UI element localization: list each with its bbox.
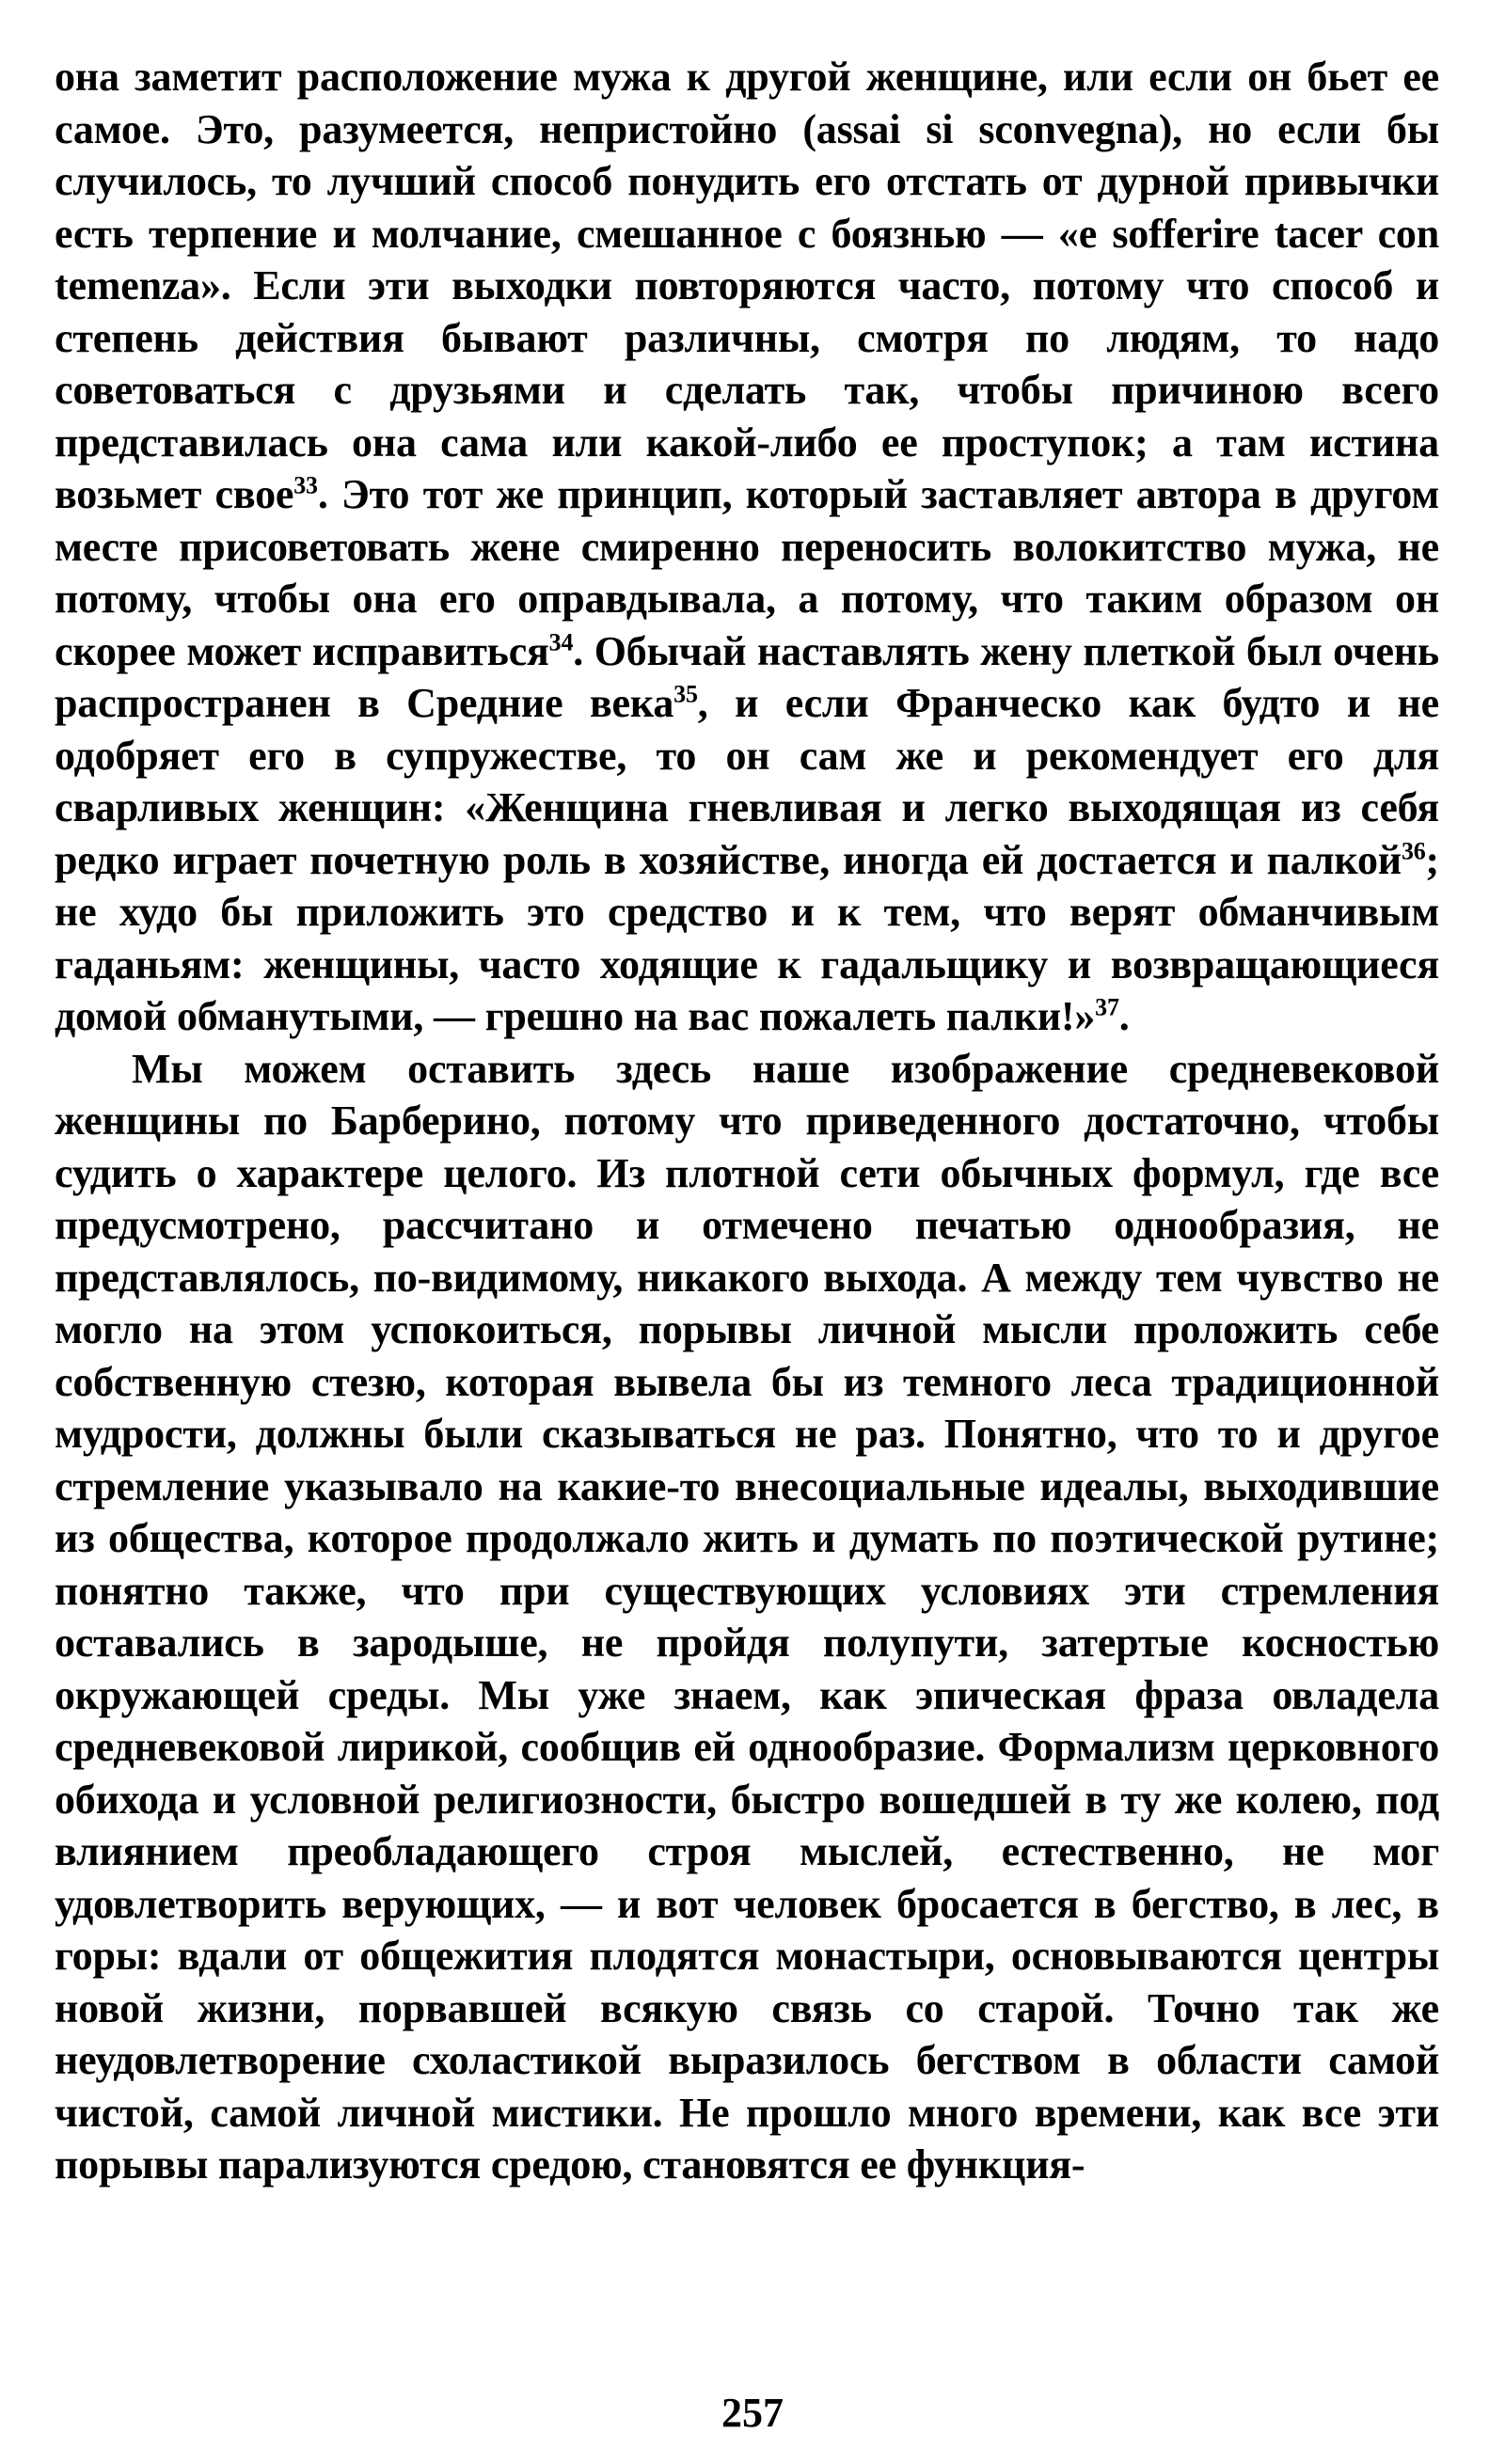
footnote-ref-33: 33 — [293, 471, 318, 499]
paragraph-1-text-c: . Обычай наставлять жену плеткой был очень распространен в Средние века — [55, 627, 1439, 726]
footnote-ref-37: 37 — [1095, 993, 1119, 1021]
footnote-ref-36: 36 — [1401, 836, 1426, 864]
paragraph-1-text-d: , и если Франческо как будто и не одобряет его в супружестве, то он сам же и рекомендует его для сварливых женщин: «Женщина гневливая и легко выходящая из себя редко играет почетную роль в хозяйстве, иногда ей достается и палкой — [55, 680, 1440, 883]
page-number: 257 — [721, 2390, 784, 2436]
footnote-ref-34: 34 — [548, 627, 574, 655]
paragraph-1-text-b: . Это тот же принцип, который заставляет автора в другом месте присоветовать жене смиренно переносить волокитство мужа, не потому, чтобы она его оправдывала, а потому, что таким образом он скорее может исправиться — [55, 471, 1439, 674]
paragraph-1-text-e: ; не худо бы приложить это средство и к тем, что верят обманчивым гаданьям: женщины, часто ходящие к гадальщику и возвращающиеся домой обманутыми, — грешно на вас пожалеть палки!» — [55, 836, 1439, 1039]
paragraph-1-text-f: . — [1118, 993, 1130, 1039]
paragraph-1 — [55, 51, 1439, 1043]
footnote-ref-35: 35 — [673, 680, 698, 708]
paragraph-1-text-a: она заметит расположение мужа к другой женщине, или если он бьет ее самое. Это, разумеется, непристойно (assai si sconvegna), но если бы случилось, то лучший способ понудить его отстать от дурной привычки есть терпение и молчание, смешанное с боязнью — «e sofferire tacer con temenza». Если эти выходки повторяются часто, потому что способ и степень действия бывают различны, смотря по людям, то надо советоваться с друзьями и сделать так, чтобы причиною всего представилась она сама или какой-либо ее проступок; а там истина возьмет свое — [55, 54, 1439, 517]
body-text — [55, 51, 1439, 2191]
paragraph-2: Мы можем оставить здесь наше изображение средневековой женщины по Барберино, потому что приведенного достаточно, чтобы судить о характере целого. Из плотной сети обычных формул, где все предусмотрено, рассчитано и отмечено печатью однообразия, не представлялось, по-видимому, никакого выхода. А между тем чувство не могло на этом успокоиться, порывы личной мысли проложить себе собственную стезю, которая вывела бы из темного леса традиционной мудрости, должны были сказываться не раз. Понятно, что то и другое стремление указывало на какие-то внесоциальные идеалы, выходившие из общества, которое продолжало жить и думать по поэтической рутине; понятно также, что при существующих условиях эти стремления оставались в зародыше, не пройдя полупути, затертые косностью окружающей среды. Мы уже знаем, как эпическая фраза овладела средневековой лирикой, сообщив ей однообразие. Формализм церковного обихода и условной религиозности, быстро вошедшей в ту же колею, под влиянием преобладающего строя мыслей, естественно, не мог удовлетворить верующих, — и вот человек бросается в бегство, в лес, в горы: вдали от общежития плодятся монастыри, основываются центры новой жизни, порвавшей всякую связь со старой. Точно так же неудовлетворение схоластикой выразилось бегством в области самой чистой, самой личной мистики. Не прошло много времени, как все эти порывы парализуются средою, становятся ее функция- — [55, 1045, 1439, 2188]
